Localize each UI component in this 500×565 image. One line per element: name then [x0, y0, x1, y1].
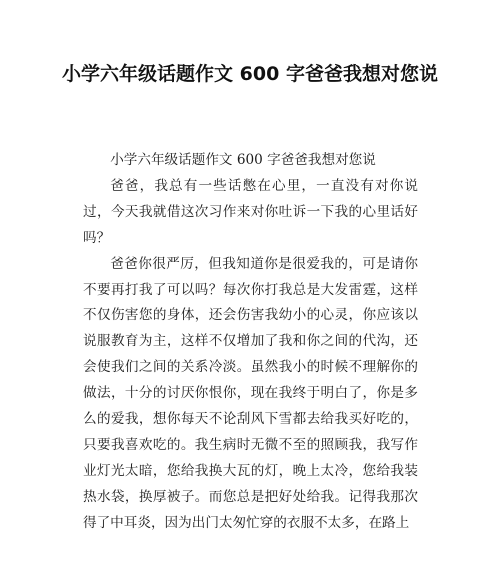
document-body [83, 148, 418, 537]
paragraph: 小学六年级话题作文 600 字爸爸我想对您说 [110, 152, 376, 168]
paragraph: 爸爸，我总有一些话憋在心里，一直没有对你说过，今天我就借这次习作来对你吐诉一下我的心里话好吗？ [83, 177, 418, 246]
document-title: 小学六年级话题作文 600 字爸爸我想对您说 [62, 63, 438, 85]
paragraph: 爸爸你很严厉，但我知道你是很爱我的，可是请你不要再打我了可以吗？每次你打我总是大发雷霆，这样不仅伤害您的身体，还会伤害我幼小的心灵，你应该以说服教育为主，这样不仅增加了我和你之间的代沟，还会使我们之间的关系冷淡。虽然我小的时候不理解你的做法，十分的讨厌你恨你，现在我终于明白了，你是多么的爱我，想你每天不论刮风下雪都去给我买好吃的，只要我喜欢吃的。我生病时无微不至的照顾我，我写作业灯光太暗，您给我换大瓦的灯，晚上太冷，您给我装热水袋，换厚被子。而您总是把好处给我。记得我那次得了中耳炎，因为出门太匆忙穿的衣服不太多，在路上 [83, 255, 418, 531]
